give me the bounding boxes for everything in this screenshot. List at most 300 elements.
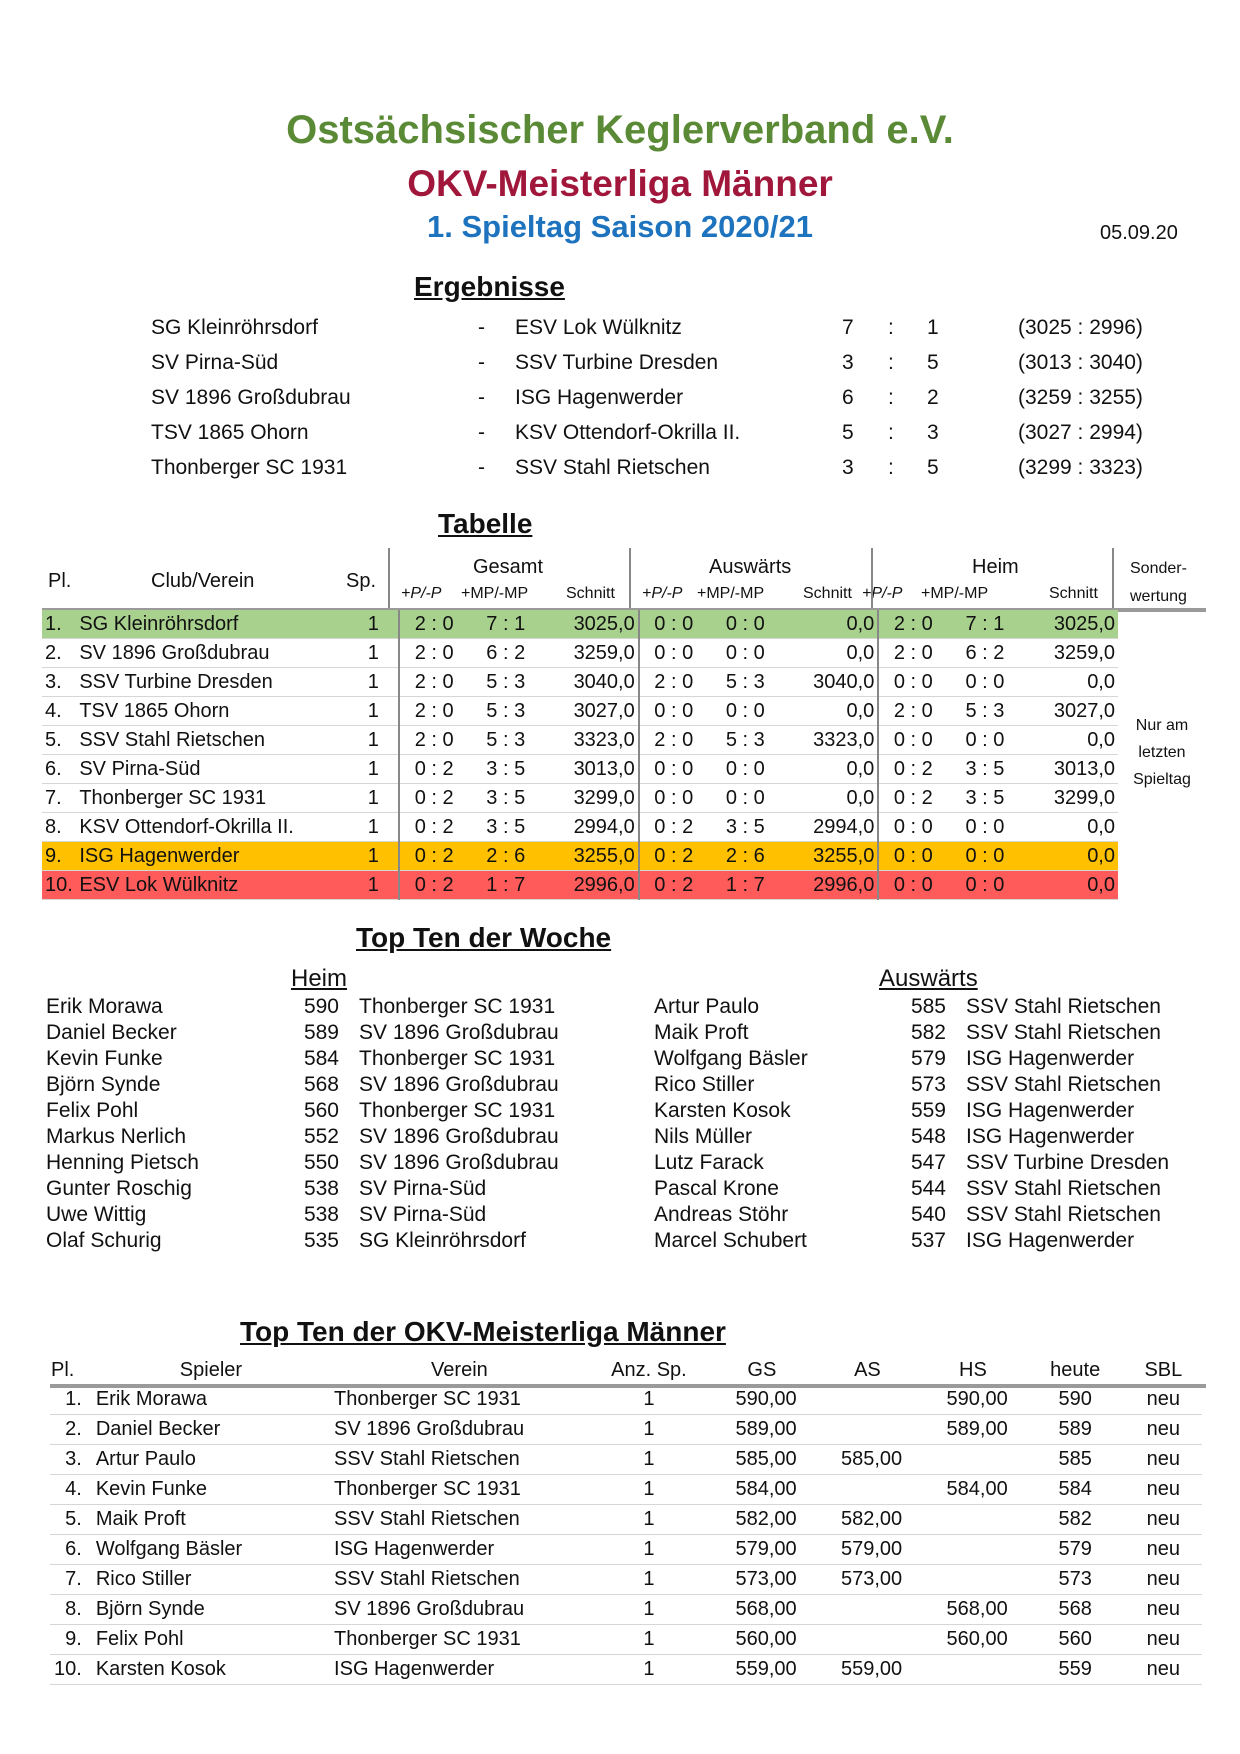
league-spieler: Karsten Kosok <box>92 1655 330 1685</box>
total-average: 3299,0 <box>543 784 638 813</box>
result-separator: - <box>478 351 485 374</box>
player-club: Thonberger SC 1931 <box>359 1099 556 1122</box>
result-home-team: TSV 1865 Ohorn <box>151 421 309 444</box>
week-heading: Top Ten der Woche <box>356 922 612 953</box>
total-average: 3255,0 <box>543 842 638 871</box>
league-sbl: neu <box>1125 1535 1202 1565</box>
player-score: 573 <box>910 1073 946 1096</box>
special-rating-note <box>1122 712 1202 793</box>
player-name: Artur Paulo <box>654 995 760 1018</box>
rank: 7. <box>42 784 76 813</box>
league-hs <box>920 1505 1026 1535</box>
league-anz: 1 <box>589 1565 709 1595</box>
away-points: 0 : 2 <box>639 871 708 900</box>
away-average: 0,0 <box>783 755 878 784</box>
player-name: Andreas Stöhr <box>654 1203 789 1226</box>
league-title: OKV-Meisterliga Männer <box>407 163 833 204</box>
header-club: Club/Verein <box>151 570 255 592</box>
home-average: 3025,0 <box>1022 610 1118 639</box>
result-pin-score: (3299 : 3323) <box>1018 456 1143 479</box>
result-home-points: 3 <box>842 456 854 479</box>
result-away-team: SSV Turbine Dresden <box>515 351 719 374</box>
table-row <box>42 842 1118 871</box>
player-score: 537 <box>910 1229 946 1252</box>
home-matchpoints: 0 : 0 <box>947 726 1022 755</box>
home-points: 2 : 0 <box>878 639 947 668</box>
total-matchpoints: 3 : 5 <box>468 755 543 784</box>
result-home-team: SG Kleinröhrsdorf <box>151 316 318 339</box>
total-points: 0 : 2 <box>399 755 468 784</box>
player-score: 589 <box>303 1021 339 1044</box>
league-header-heute: heute <box>1050 1358 1101 1381</box>
club-name: SV Pirna-Süd <box>76 755 348 784</box>
league-heute: 559 <box>1026 1655 1125 1685</box>
home-points: 0 : 0 <box>878 842 947 871</box>
player-name: Kevin Funke <box>46 1047 163 1070</box>
rank: 5. <box>42 726 76 755</box>
club-name: SG Kleinröhrsdorf <box>76 610 348 639</box>
league-as <box>815 1595 921 1625</box>
home-points: 2 : 0 <box>878 610 947 639</box>
club-name: TSV 1865 Ohorn <box>76 697 348 726</box>
league-spieler: Maik Proft <box>92 1505 330 1535</box>
away-points: 2 : 0 <box>639 668 708 697</box>
result-home-team: SV 1896 Großdubrau <box>151 386 351 409</box>
league-heute: 560 <box>1026 1625 1125 1655</box>
table-row <box>42 755 1118 784</box>
total-matchpoints: 1 : 7 <box>468 871 543 900</box>
result-colon: : <box>888 316 894 339</box>
league-spieler: Daniel Becker <box>92 1415 330 1445</box>
player-name: Nils Müller <box>654 1125 753 1148</box>
week-away-label: Auswärts <box>879 965 978 992</box>
player-score: 590 <box>303 995 339 1018</box>
league-row <box>50 1475 1202 1505</box>
league-as: 582,00 <box>815 1505 921 1535</box>
header-schnitt: Schnitt <box>803 585 852 602</box>
league-verein: ISG Hagenwerder <box>330 1535 589 1565</box>
league-as <box>815 1385 921 1415</box>
club-name: SSV Turbine Dresden <box>76 668 348 697</box>
away-points: 0 : 0 <box>639 639 708 668</box>
rank: 8. <box>42 813 76 842</box>
player-club: SV 1896 Großdubrau <box>359 1073 559 1096</box>
total-average: 3013,0 <box>543 755 638 784</box>
league-verein: SSV Stahl Rietschen <box>330 1505 589 1535</box>
league-row <box>50 1535 1202 1565</box>
player-score: 552 <box>303 1125 339 1148</box>
player-score: 540 <box>910 1203 946 1226</box>
result-separator: - <box>478 386 485 409</box>
league-anz: 1 <box>589 1535 709 1565</box>
total-average: 3323,0 <box>543 726 638 755</box>
games-played: 1 <box>348 842 399 871</box>
league-pl: 1. <box>50 1385 92 1415</box>
header-gesamt: Gesamt <box>473 556 544 578</box>
total-matchpoints: 5 : 3 <box>468 726 543 755</box>
home-average: 3013,0 <box>1022 755 1118 784</box>
away-average: 0,0 <box>783 610 878 639</box>
league-pl: 7. <box>50 1565 92 1595</box>
home-average: 3259,0 <box>1022 639 1118 668</box>
player-score: 585 <box>910 995 946 1018</box>
total-matchpoints: 2 : 6 <box>468 842 543 871</box>
total-average: 3040,0 <box>543 668 638 697</box>
games-played: 1 <box>348 813 399 842</box>
league-spieler: Rico Stiller <box>92 1565 330 1595</box>
player-club: ISG Hagenwerder <box>966 1047 1135 1070</box>
league-spieler: Wolfgang Bäsler <box>92 1535 330 1565</box>
table-row <box>42 871 1118 900</box>
rank: 1. <box>42 610 76 639</box>
league-sbl: neu <box>1125 1475 1202 1505</box>
total-average: 3259,0 <box>543 639 638 668</box>
league-sbl: neu <box>1125 1565 1202 1595</box>
result-colon: : <box>888 351 894 374</box>
club-name: SV 1896 Großdubrau <box>76 639 348 668</box>
player-score: 547 <box>910 1151 946 1174</box>
rank: 4. <box>42 697 76 726</box>
club-name: SSV Stahl Rietschen <box>76 726 348 755</box>
away-points: 0 : 0 <box>639 755 708 784</box>
league-anz: 1 <box>589 1445 709 1475</box>
header-divider <box>388 548 390 610</box>
league-as <box>815 1625 921 1655</box>
league-pl: 3. <box>50 1445 92 1475</box>
home-matchpoints: 0 : 0 <box>947 668 1022 697</box>
away-average: 3040,0 <box>783 668 878 697</box>
player-name: Daniel Becker <box>46 1021 177 1044</box>
result-separator: - <box>478 421 485 444</box>
results-heading: Ergebnisse <box>414 271 565 302</box>
player-score: 560 <box>303 1099 339 1122</box>
league-hs <box>920 1535 1026 1565</box>
league-header-anz: Anz. Sp. <box>611 1358 687 1381</box>
total-points: 2 : 0 <box>399 610 468 639</box>
header-mp: +MP/-MP <box>921 585 989 602</box>
header-auswaerts: Auswärts <box>709 556 792 578</box>
league-hs <box>920 1445 1026 1475</box>
total-matchpoints: 5 : 3 <box>468 697 543 726</box>
home-points: 0 : 2 <box>878 784 947 813</box>
league-gs: 573,00 <box>709 1565 815 1595</box>
result-home-points: 5 <box>842 421 854 444</box>
away-average: 2996,0 <box>783 871 878 900</box>
result-away-points: 2 <box>927 386 939 409</box>
home-average: 0,0 <box>1022 668 1118 697</box>
week-home-label: Heim <box>291 965 348 992</box>
league-sbl: neu <box>1125 1505 1202 1535</box>
player-score: 568 <box>303 1073 339 1096</box>
player-club: SSV Stahl Rietschen <box>966 1021 1161 1044</box>
player-club: Thonberger SC 1931 <box>359 1047 556 1070</box>
total-points: 2 : 0 <box>399 726 468 755</box>
header-heim: Heim <box>972 556 1019 578</box>
away-matchpoints: 1 : 7 <box>708 871 783 900</box>
league-hs: 589,00 <box>920 1415 1026 1445</box>
result-pin-score: (3025 : 2996) <box>1018 316 1143 339</box>
home-average: 3027,0 <box>1022 697 1118 726</box>
league-header-hs: HS <box>959 1358 987 1381</box>
league-anz: 1 <box>589 1505 709 1535</box>
player-club: Thonberger SC 1931 <box>359 995 556 1018</box>
table-row <box>42 697 1118 726</box>
home-matchpoints: 0 : 0 <box>947 842 1022 871</box>
result-pin-score: (3013 : 3040) <box>1018 351 1143 374</box>
league-hs <box>920 1565 1026 1595</box>
league-hs: 590,00 <box>920 1385 1026 1415</box>
league-sbl: neu <box>1125 1445 1202 1475</box>
league-hs: 560,00 <box>920 1625 1026 1655</box>
home-average: 0,0 <box>1022 813 1118 842</box>
player-club: ISG Hagenwerder <box>966 1099 1135 1122</box>
away-matchpoints: 0 : 0 <box>708 755 783 784</box>
table-row <box>42 610 1118 639</box>
result-row <box>0 316 1240 350</box>
matchday-title: 1. Spieltag Saison 2020/21 <box>427 209 813 244</box>
player-club: ISG Hagenwerder <box>966 1229 1135 1252</box>
player-score: 584 <box>303 1047 339 1070</box>
player-score: 550 <box>303 1151 339 1174</box>
total-average: 3027,0 <box>543 697 638 726</box>
games-played: 1 <box>348 697 399 726</box>
player-club: SSV Stahl Rietschen <box>966 1203 1161 1226</box>
result-colon: : <box>888 456 894 479</box>
league-as <box>815 1475 921 1505</box>
total-points: 2 : 0 <box>399 639 468 668</box>
away-average: 0,0 <box>783 697 878 726</box>
club-name: KSV Ottendorf-Okrilla II. <box>76 813 348 842</box>
league-spieler: Erik Morawa <box>92 1385 330 1415</box>
league-as: 559,00 <box>815 1655 921 1685</box>
home-matchpoints: 7 : 1 <box>947 610 1022 639</box>
result-colon: : <box>888 386 894 409</box>
player-name: Gunter Roschig <box>46 1177 192 1200</box>
away-points: 0 : 0 <box>639 784 708 813</box>
league-anz: 1 <box>589 1475 709 1505</box>
table-row <box>42 668 1118 697</box>
games-played: 1 <box>348 755 399 784</box>
away-average: 2994,0 <box>783 813 878 842</box>
league-heute: 573 <box>1026 1565 1125 1595</box>
result-separator: - <box>478 456 485 479</box>
league-heute: 590 <box>1026 1385 1125 1415</box>
away-points: 2 : 0 <box>639 726 708 755</box>
away-matchpoints: 2 : 6 <box>708 842 783 871</box>
total-points: 2 : 0 <box>399 668 468 697</box>
home-matchpoints: 6 : 2 <box>947 639 1022 668</box>
note-line: Nur am <box>1135 717 1189 734</box>
player-score: 582 <box>910 1021 946 1044</box>
league-gs: 589,00 <box>709 1415 815 1445</box>
player-club: SV 1896 Großdubrau <box>359 1125 559 1148</box>
league-verein: SSV Stahl Rietschen <box>330 1445 589 1475</box>
result-away-points: 3 <box>927 421 939 444</box>
league-heading: Top Ten der OKV-Meisterliga Männer <box>240 1316 726 1347</box>
player-club: SG Kleinröhrsdorf <box>359 1229 526 1252</box>
total-matchpoints: 3 : 5 <box>468 784 543 813</box>
away-average: 3323,0 <box>783 726 878 755</box>
player-name: Wolfgang Bäsler <box>654 1047 808 1070</box>
league-sbl: neu <box>1125 1385 1202 1415</box>
total-points: 0 : 2 <box>399 871 468 900</box>
rank: 9. <box>42 842 76 871</box>
league-as: 579,00 <box>815 1535 921 1565</box>
player-name: Uwe Wittig <box>46 1203 147 1226</box>
player-name: Erik Morawa <box>46 995 163 1018</box>
result-home-points: 6 <box>842 386 854 409</box>
header-sp: Sp. <box>346 570 377 592</box>
home-matchpoints: 0 : 0 <box>947 813 1022 842</box>
header-wertung: wertung <box>1130 588 1187 605</box>
total-matchpoints: 3 : 5 <box>468 813 543 842</box>
club-name: ESV Lok Wülknitz <box>76 871 348 900</box>
player-name: Olaf Schurig <box>46 1229 162 1252</box>
result-away-points: 5 <box>927 351 939 374</box>
league-spieler: Kevin Funke <box>92 1475 330 1505</box>
note-line: Spieltag <box>1133 771 1191 788</box>
table-row <box>42 639 1118 668</box>
player-club: SSV Stahl Rietschen <box>966 1073 1161 1096</box>
league-hs: 584,00 <box>920 1475 1026 1505</box>
league-verein: SV 1896 Großdubrau <box>330 1415 589 1445</box>
player-name: Björn Synde <box>46 1073 161 1096</box>
player-name: Lutz Farack <box>654 1151 764 1174</box>
away-average: 0,0 <box>783 639 878 668</box>
away-matchpoints: 0 : 0 <box>708 610 783 639</box>
header-divider <box>871 548 873 610</box>
player-club: SSV Turbine Dresden <box>966 1151 1170 1174</box>
league-gs: 560,00 <box>709 1625 815 1655</box>
player-score: 548 <box>910 1125 946 1148</box>
home-matchpoints: 3 : 5 <box>947 784 1022 813</box>
league-heute: 582 <box>1026 1505 1125 1535</box>
away-points: 0 : 2 <box>639 813 708 842</box>
league-pl: 6. <box>50 1535 92 1565</box>
player-name: Pascal Krone <box>654 1177 779 1200</box>
away-points: 0 : 0 <box>639 697 708 726</box>
league-anz: 1 <box>589 1595 709 1625</box>
league-pl: 2. <box>50 1415 92 1445</box>
league-spieler: Artur Paulo <box>92 1445 330 1475</box>
league-row <box>50 1385 1202 1415</box>
table-row <box>42 726 1118 755</box>
away-matchpoints: 3 : 5 <box>708 813 783 842</box>
league-pl: 4. <box>50 1475 92 1505</box>
player-name: Markus Nerlich <box>46 1125 187 1148</box>
home-matchpoints: 0 : 0 <box>947 871 1022 900</box>
player-name: Karsten Kosok <box>654 1099 791 1122</box>
league-pl: 5. <box>50 1505 92 1535</box>
away-average: 3255,0 <box>783 842 878 871</box>
league-gs: 584,00 <box>709 1475 815 1505</box>
home-points: 0 : 0 <box>878 726 947 755</box>
league-hs: 568,00 <box>920 1595 1026 1625</box>
league-anz: 1 <box>589 1385 709 1415</box>
player-score: 535 <box>303 1229 339 1252</box>
league-heute: 589 <box>1026 1415 1125 1445</box>
games-played: 1 <box>348 639 399 668</box>
league-verein: ISG Hagenwerder <box>330 1655 589 1685</box>
league-as: 573,00 <box>815 1565 921 1595</box>
total-matchpoints: 7 : 1 <box>468 610 543 639</box>
away-points: 0 : 0 <box>639 610 708 639</box>
header-pp: +P/-P <box>642 585 683 602</box>
result-colon: : <box>888 421 894 444</box>
league-row <box>50 1625 1202 1655</box>
home-points: 0 : 0 <box>878 813 947 842</box>
league-heute: 579 <box>1026 1535 1125 1565</box>
rank: 10. <box>42 871 76 900</box>
result-away-team: ESV Lok Wülknitz <box>515 316 682 339</box>
league-verein: Thonberger SC 1931 <box>330 1385 589 1415</box>
total-average: 2994,0 <box>543 813 638 842</box>
home-average: 0,0 <box>1022 726 1118 755</box>
league-pl: 9. <box>50 1625 92 1655</box>
player-club: SV 1896 Großdubrau <box>359 1151 559 1174</box>
total-points: 2 : 0 <box>399 697 468 726</box>
note-line: letzten <box>1138 744 1186 761</box>
result-away-team: KSV Ottendorf-Okrilla II. <box>515 421 741 444</box>
league-heute: 585 <box>1026 1445 1125 1475</box>
player-score: 538 <box>303 1177 339 1200</box>
games-played: 1 <box>348 726 399 755</box>
table-heading: Tabelle <box>438 508 533 539</box>
league-header-sbl: SBL <box>1144 1358 1183 1381</box>
league-spieler: Björn Synde <box>92 1595 330 1625</box>
league-verein: Thonberger SC 1931 <box>330 1625 589 1655</box>
games-played: 1 <box>348 784 399 813</box>
league-row <box>50 1565 1202 1595</box>
home-points: 2 : 0 <box>878 697 947 726</box>
games-played: 1 <box>348 871 399 900</box>
header-divider <box>1112 548 1114 610</box>
league-header-as: AS <box>854 1358 881 1381</box>
league-row <box>50 1415 1202 1445</box>
league-pl: 10. <box>50 1655 92 1685</box>
league-sbl: neu <box>1125 1595 1202 1625</box>
league-header-spieler: Spieler <box>179 1358 243 1381</box>
league-gs: 582,00 <box>709 1505 815 1535</box>
header-schnitt: Schnitt <box>566 585 615 602</box>
result-separator: - <box>478 316 485 339</box>
player-club: SV 1896 Großdubrau <box>359 1021 559 1044</box>
league-as: 585,00 <box>815 1445 921 1475</box>
league-header-verein: Verein <box>431 1358 488 1381</box>
result-pin-score: (3259 : 3255) <box>1018 386 1143 409</box>
standings-table <box>42 610 1118 900</box>
league-header-pl: Pl. <box>51 1358 75 1381</box>
league-verein: SSV Stahl Rietschen <box>330 1565 589 1595</box>
league-spieler: Felix Pohl <box>92 1625 330 1655</box>
player-score: 538 <box>303 1203 339 1226</box>
games-played: 1 <box>348 668 399 697</box>
league-gs: 579,00 <box>709 1535 815 1565</box>
player-name: Felix Pohl <box>46 1099 139 1122</box>
result-home-team: Thonberger SC 1931 <box>151 456 348 479</box>
league-header-gs: GS <box>747 1358 777 1381</box>
league-row <box>50 1505 1202 1535</box>
date-label: 05.09.20 <box>1100 222 1178 244</box>
away-matchpoints: 0 : 0 <box>708 784 783 813</box>
league-anz: 1 <box>589 1655 709 1685</box>
result-away-team: ISG Hagenwerder <box>515 386 684 409</box>
player-club: SV Pirna-Süd <box>359 1177 487 1200</box>
header-mp: +MP/-MP <box>461 585 529 602</box>
total-average: 3025,0 <box>543 610 638 639</box>
home-matchpoints: 3 : 5 <box>947 755 1022 784</box>
league-table <box>50 1355 1202 1685</box>
